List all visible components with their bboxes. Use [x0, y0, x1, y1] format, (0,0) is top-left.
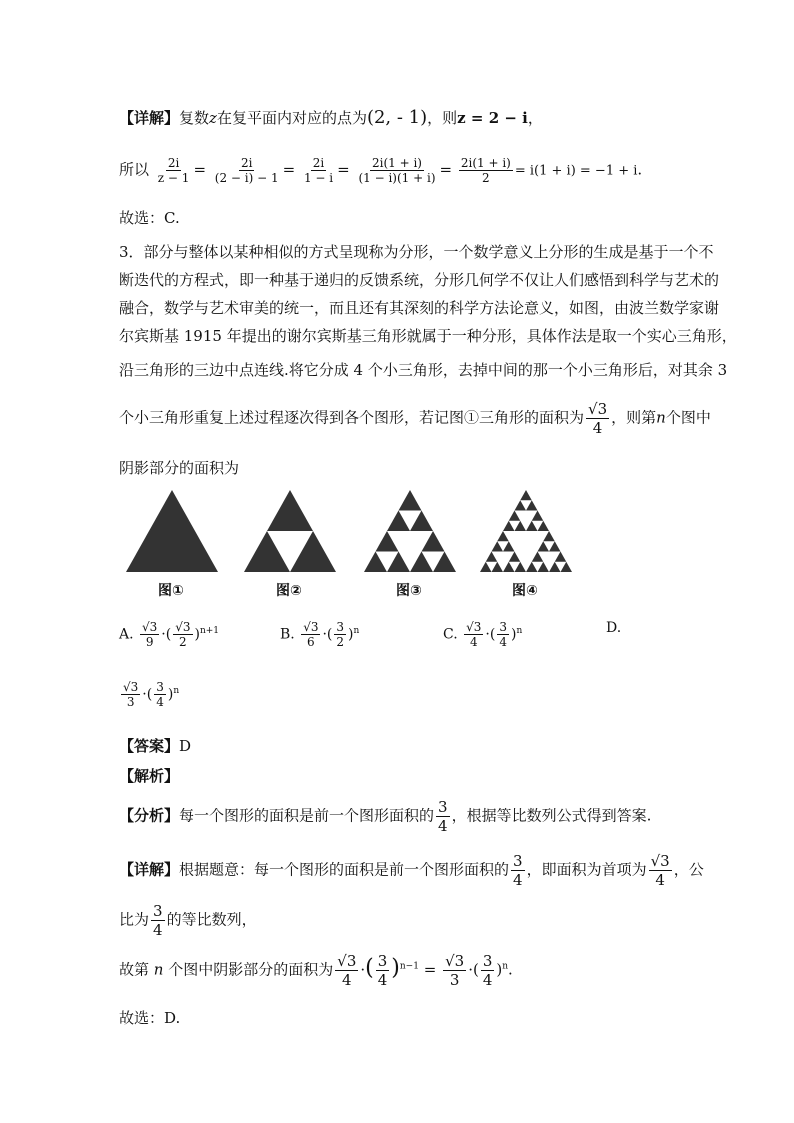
shaded-triangle [515, 521, 527, 531]
shaded-triangle [526, 562, 538, 572]
question-3-line-1: 3．部分与整体以某种相似的方式呈现称为分形，一个数学意义上分形的生成是基于一个不 [119, 243, 714, 261]
fraction: $\frac{2i(1 + i)}{(1 - i)(1 + i)}$ [358, 156, 436, 185]
fraction: $\frac{3}{4}$ [377, 952, 388, 989]
fraction: $\frac{3}{2}$ [336, 620, 345, 649]
shaded-triangle [410, 511, 433, 532]
detail-solution-line-2: 比为 $\frac{3}{4}$ 的等比数列， [119, 902, 257, 939]
shaded-triangle [492, 562, 504, 572]
question-3-line-5: 沿三角形的三边中点连线.将它分成 4 个小三角形，去掉中间的那一个小三角形后，对其余 3 [119, 361, 728, 379]
option-b: B. $\frac{√3}{6}$ ·( $\frac{3}{2}$ )$^n$ [280, 620, 360, 649]
question-3-line-3: 融合，数学与艺术审美的统一，而且还有其深刻的科学方法论意义，如图，由波兰数学家谢 [119, 299, 720, 317]
fraction: $\frac{√3}{9}$ [142, 620, 158, 649]
question-3-line-7: 阴影部分的面积为 [119, 459, 240, 477]
shaded-triangle [480, 562, 492, 572]
fraction: $\frac{3}{4}$ [156, 680, 164, 709]
shaded-triangle [509, 511, 521, 521]
shaded-triangle [543, 531, 555, 541]
option-d-label: D. [606, 620, 622, 636]
option-d: $\frac{√3}{3}$ ·( $\frac{3}{4}$ )$^n$ [123, 680, 180, 709]
shaded-triangle [422, 531, 445, 552]
fraction: $\frac{2i(1 + i)}{2}$ [460, 156, 511, 185]
analysis-heading: 【解析】 [119, 767, 180, 785]
fraction: $\frac{3}{4}$ [513, 852, 523, 889]
shaded-triangle [364, 552, 387, 573]
answer-choice-line: 故选：C. [119, 209, 180, 227]
shaded-triangle [532, 511, 544, 521]
fraction: $\frac{√3}{4}$ [588, 400, 608, 437]
detail-solution-line-3: 故第 n 个图中阴影部分的面积为 $\frac{√3}{4}$ ·( $\frac{3}{4}$ )$^{n-1}$ = $\frac{√3}{3}$ ·( $\frac{3}{4}$ )$^n$. [119, 952, 513, 989]
fraction: $\frac{2i}{(2 - i) - 1}$ [214, 156, 279, 185]
shaded-triangle [532, 552, 544, 562]
answer-line: 【答案】D [119, 737, 192, 755]
fraction: $\frac{3}{4}$ [153, 902, 163, 939]
figure-caption-2: 图② [276, 583, 302, 599]
question-3-line-4: 尔宾斯基 1915 年提出的谢尔宾斯基三角形就属于一种分形，具体作法是取一个实心三角形， [119, 327, 737, 345]
fraction: $\frac{2i}{1 - i}$ [303, 156, 334, 185]
shaded-triangle [399, 490, 422, 511]
shaded-triangle [387, 511, 410, 532]
shaded-triangle [267, 490, 313, 531]
final-answer: 故选：D. [119, 1009, 181, 1027]
option-c: C. $\frac{√3}{4}$ ·( $\frac{3}{4}$ )$^n$ [443, 620, 523, 649]
shaded-triangle [410, 552, 433, 573]
fraction: $\frac{3}{4}$ [438, 798, 448, 835]
fraction: $\frac{√3}{3}$ [445, 952, 465, 989]
shaded-triangle [376, 531, 399, 552]
shaded-triangle [526, 500, 538, 510]
fraction: $\frac{√3}{6}$ [303, 620, 319, 649]
shaded-triangle [549, 562, 561, 572]
shaded-triangle [433, 552, 456, 573]
fraction: $\frac{3}{4}$ [482, 952, 493, 989]
figure-caption-1: 图① [158, 583, 184, 599]
fraction: $\frac{√3}{2}$ [175, 620, 191, 649]
shaded-triangle [561, 562, 573, 572]
fraction: $\frac{3}{4}$ [499, 620, 507, 649]
shaded-triangle [538, 562, 550, 572]
shaded-triangle [549, 541, 561, 551]
shaded-triangle [555, 552, 567, 562]
detail-line-2: 所以 $\frac{2i}{z - 1}$ = $\frac{2i}{(2 - i) - 1}$ = $\frac{2i}{1 - i}$ = $\frac{2i(1 + i)}{(1 - i)(1 + i)}$ = $\frac{2i(1 + i)}{2}$ = i(1 + i) = −1 + i. [119, 156, 643, 185]
figure-caption-4: 图④ [512, 583, 538, 599]
sierpinski-figure-3 [364, 490, 456, 572]
shaded-triangle [515, 562, 527, 572]
shaded-triangle [244, 531, 290, 572]
shaded-triangle [509, 552, 521, 562]
sierpinski-figure-1 [126, 490, 218, 572]
shaded-triangle [290, 531, 336, 572]
figure-caption-3: 图③ [396, 583, 422, 599]
fraction: $\frac{√3}{3}$ [123, 680, 139, 709]
shaded-triangle [503, 562, 515, 572]
question-3-line-6: 个小三角形重复上述过程逐次得到各个图形，若记图①三角形的面积为 $\frac{√3}{4}$ ，则第n个图中 [119, 400, 711, 437]
shaded-triangle [520, 490, 532, 500]
question-3-line-2: 断迭代的方程式，即一种基于递归的反馈系统，分形几何学不仅让人们感悟到科学与艺术的 [119, 271, 720, 289]
shaded-triangle [503, 521, 515, 531]
shaded-triangle [492, 541, 504, 551]
option-a: A. $\frac{√3}{9}$ ·( $\frac{√3}{2}$ )$^{n+1}$ [119, 620, 220, 649]
shaded-triangle [486, 552, 498, 562]
fraction: $\frac{√3}{4}$ [337, 952, 357, 989]
shaded-triangle [526, 521, 538, 531]
detail-solution-line-1: 【详解】根据题意：每一个图形的面积是前一个图形面积的 $\frac{3}{4}$ ，即面积为首项为 $\frac{√3}{4}$ ，公 [119, 852, 704, 889]
shaded-triangle [515, 500, 527, 510]
shaded-triangle [126, 490, 218, 572]
analysis-line: 【分析】每一个图形的面积是前一个图形面积的 $\frac{3}{4}$ ，根据等比数列公式得到答案. [119, 798, 652, 835]
shaded-triangle [387, 552, 410, 573]
fraction: $\frac{2i}{z - 1}$ [157, 156, 190, 185]
fraction: $\frac{√3}{4}$ [650, 852, 670, 889]
fraction: $\frac{√3}{4}$ [466, 620, 482, 649]
shaded-triangle [538, 521, 550, 531]
shaded-triangle [503, 541, 515, 551]
sierpinski-figure-4 [480, 490, 572, 572]
detail-line-1: 【详解】复数z在复平面内对应的点为(2, - 1)，则z = 2 − i， [119, 107, 543, 128]
shaded-triangle [497, 531, 509, 541]
sierpinski-figure-2 [244, 490, 336, 572]
shaded-triangle [538, 541, 550, 551]
